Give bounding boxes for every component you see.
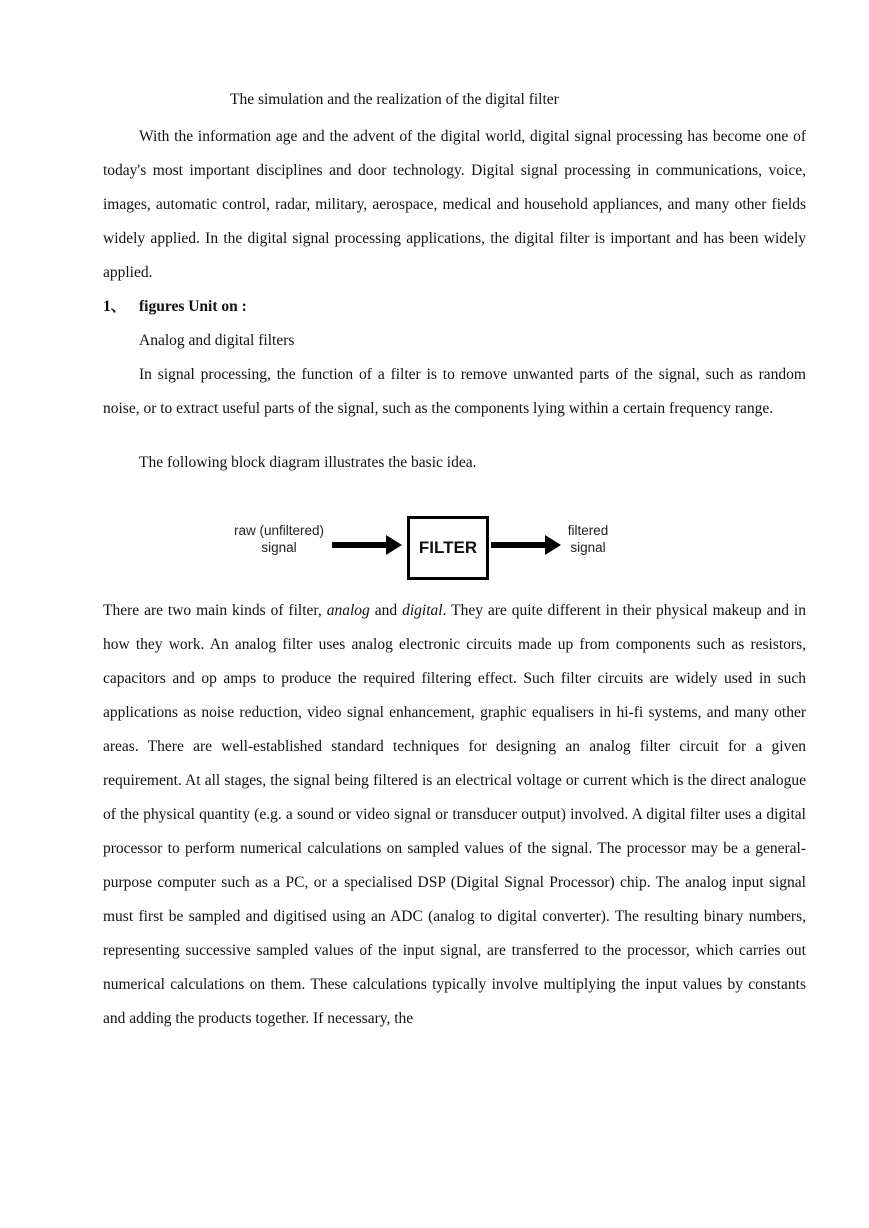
document-title: The simulation and the realization of the digital filter <box>230 91 559 108</box>
block-diagram <box>103 482 806 594</box>
main-text-post: . They are quite different in their physical makeup and in how they work. An analog filter uses analog electronic circuits made up from components such as resistors, capacitors and op amps to produce the required filtering effect. Such filter circuits are widely used in such applications as noise reduction, video signal enhancement, graphic equalisers in hi-fi systems, and many other areas. There are well-established standard techniques for designing an analog filter circuit for a given requirement. At all stages, the signal being filtered is an electrical voltage or current which is the direct analogue of the physical quantity (e.g. a sound or video signal or transducer output) involved. A digital filter uses a digital processor to perform numerical calculations on sampled values of the signal. The processor may be a general-purpose computer such as a PC, or a specialised DSP (Digital Signal Processor) chip. The analog input signal must first be sampled and digitised using an ADC (analog to digital converter). The resulting binary numbers, representing successive sampled values of the input signal, are transferred to the processor, which carries out numerical calculations on them. These calculations typically involve multiplying the input values by constants and adding the products together. If necessary, the <box>103 602 806 1027</box>
input-arrow <box>332 534 404 556</box>
main-paragraph <box>103 594 806 1036</box>
analog-term: analog <box>326 602 370 619</box>
section-number: 1、 <box>103 298 127 315</box>
document-page <box>103 86 806 1036</box>
filter-paragraph: In signal processing, the function of a filter is to remove unwanted parts of the signal, such as random noise, or to extract useful parts of the signal, such as the components lying within a certain frequency range. <box>103 366 806 417</box>
subheading: Analog and digital filters <box>139 332 295 349</box>
main-text-and: and <box>369 602 403 619</box>
intro-paragraph: With the information age and the advent of the digital world, digital signal processing has become one of today's most important disciplines and door technology. Digital signal processing in communications, voice, images, automatic control, radar, military, aerospace, medical and household appliances, and many other fields widely applied. In the digital signal processing applications, the digital filter is important and has been widely applied. <box>103 128 806 281</box>
block-diagram-intro: The following block diagram illustrates the basic idea. <box>139 454 477 471</box>
section-title: figures Unit on : <box>139 298 247 315</box>
section-heading <box>103 290 806 324</box>
digital-term: digital <box>402 602 443 619</box>
output-label-line1: filtered <box>567 523 609 538</box>
output-signal-label <box>555 522 621 556</box>
input-signal-label <box>227 522 331 556</box>
filter-box: FILTER <box>407 516 489 580</box>
output-label-line2: signal <box>570 540 606 555</box>
main-text-pre: There are two main kinds of filter, <box>103 602 327 619</box>
input-label-line1: raw (unfiltered) <box>233 523 325 538</box>
input-label-line2: signal <box>261 540 297 555</box>
output-arrow <box>491 534 563 556</box>
main-text <box>103 594 806 1036</box>
